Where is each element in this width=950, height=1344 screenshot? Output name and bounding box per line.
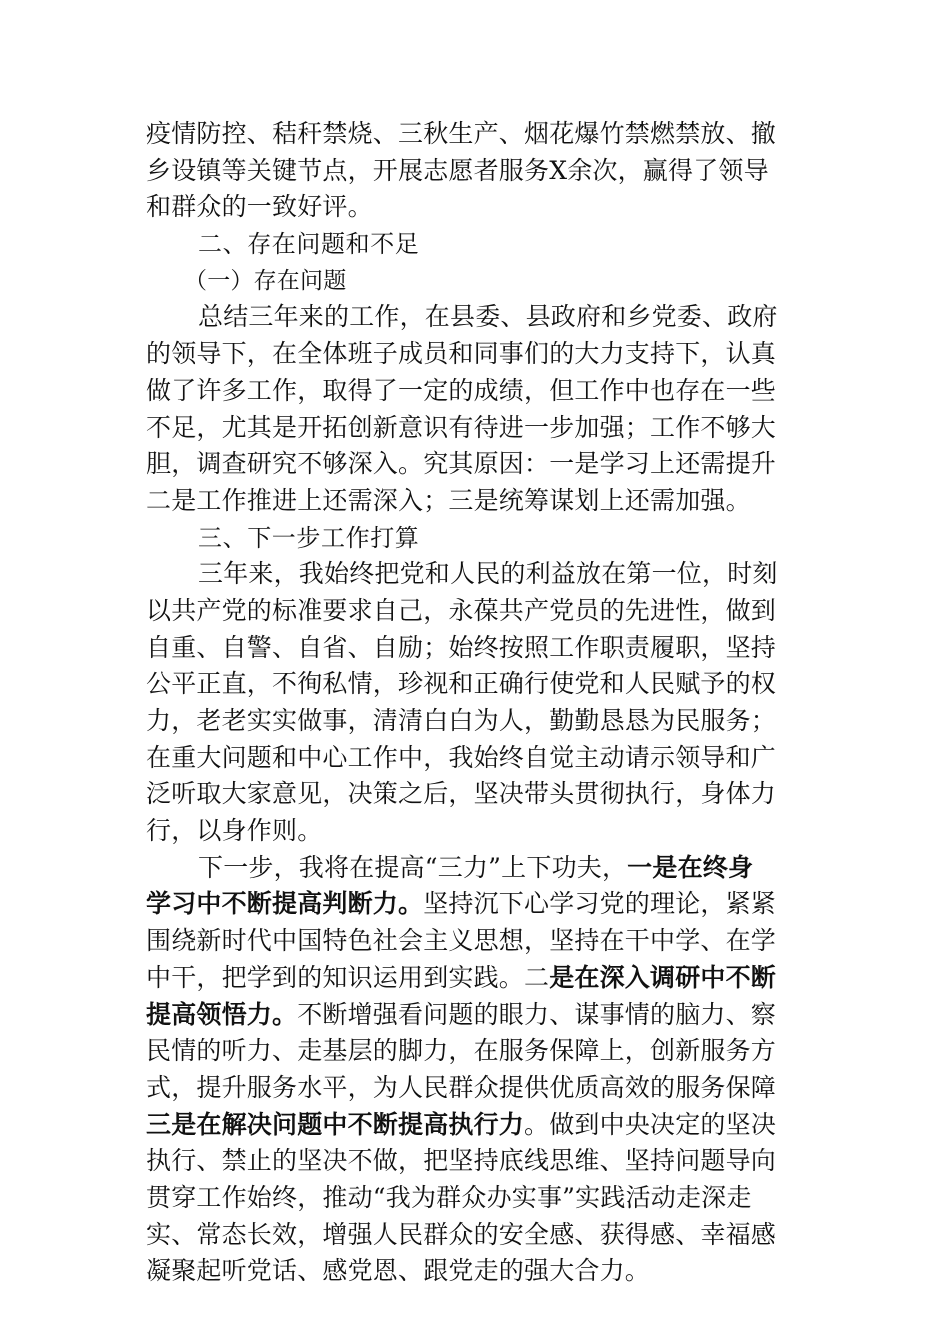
paragraph-line — [146, 960, 806, 997]
plain-text: 坚持沉下心学习党的理论，紧紧 — [423, 889, 777, 919]
paragraph-line: 的领导下，在全体班子成员和同事们的大力支持下，认真 — [146, 339, 777, 369]
paragraph-line: 不足，尤其是开拓创新意识有待进一步加强；工作不够大 — [146, 412, 777, 442]
paragraph-line: 胆，调查研究不够深入。究其原因：一是学习上还需提升 — [146, 449, 777, 479]
paragraph-line: 民情的听力、走基层的脚力，在服务保障上，创新服务方 — [146, 1036, 777, 1066]
paragraph-line: 乡设镇等关键节点，开展志愿者服务X余次，赢得了领导 — [146, 155, 769, 185]
paragraph-line: 泛听取大家意见，决策之后，坚决带头贯彻执行，身体力 — [146, 779, 777, 809]
plain-text: 中干，把学到的知识运用到实践。二 — [146, 962, 550, 992]
bold-text: 三是在解决问题中不断提高执行力 — [146, 1109, 525, 1139]
paragraph-line: 自重、自警、自省、自励；始终按照工作职责履职，坚持 — [146, 632, 777, 662]
paragraph-line — [146, 850, 806, 887]
paragraph-line: 实、常态长效，增强人民群众的安全感、获得感、幸福感 — [146, 1219, 777, 1249]
bold-text: 是在深入调研中不断 — [549, 962, 777, 992]
paragraph-line — [146, 1107, 806, 1144]
section-heading-2: 二、存在问题和不足 — [198, 230, 420, 259]
bold-text: 提高领悟力。 — [146, 999, 298, 1029]
paragraph-line: 疫情防控、秸秆禁烧、三秋生产、烟花爆竹禁燃禁放、撤 — [146, 119, 777, 148]
paragraph-line: 和群众的一致好评。 — [146, 192, 373, 222]
paragraph-line: 行，以身作则。 — [146, 816, 323, 846]
paragraph-line: 贯穿工作始终，推动“我为群众办实事”实践活动走深走 — [146, 1182, 752, 1212]
paragraph-line: 力，老老实实做事，清清白白为人，勤勤恳恳为民服务； — [146, 706, 777, 735]
paragraph-line: 在重大问题和中心工作中，我始终自觉主动请示领导和广 — [146, 742, 777, 772]
plain-text: 不断增强看问题的眼力、谋事情的脑力、察 — [297, 999, 777, 1029]
paragraph-line: 以共产党的标准要求自己，永葆共产党员的先进性，做到 — [146, 595, 777, 625]
section-heading-3: 三、下一步工作打算 — [198, 523, 420, 552]
document-page — [146, 116, 806, 1290]
paragraph-line: 做了许多工作，取得了一定的成绩，但工作中也存在一些 — [146, 375, 777, 405]
paragraph-line — [146, 886, 806, 923]
paragraph-line: 公平正直，不徇私情，珍视和正确行使党和人民赋予的权 — [146, 669, 777, 699]
subsection-heading-1: （一）存在问题 — [184, 267, 347, 294]
paragraph-line — [146, 997, 806, 1034]
bold-text: 一是在终身 — [627, 852, 754, 882]
paragraph-line: 执行、禁止的坚决不做，把坚持底线思维、坚持问题导向 — [146, 1146, 777, 1176]
paragraph-line: 二是工作推进上还需深入；三是统筹谋划上还需加强。 — [146, 485, 751, 515]
paragraph-line: 总结三年来的工作，在县委、县政府和乡党委、政府 — [198, 302, 778, 332]
plain-text: 。做到中央决定的坚决 — [524, 1109, 777, 1139]
plain-text: 下一步，我将在提高“三力”上下功夫， — [198, 852, 628, 882]
paragraph-line: 三年来，我始终把党和人民的利益放在第一位，时刻 — [198, 559, 778, 589]
bold-text: 学习中不断提高判断力。 — [146, 889, 424, 919]
paragraph-line: 凝聚起听党话、感党恩、跟党走的强大合力。 — [146, 1256, 651, 1286]
paragraph-line: 式，提升服务水平，为人民群众提供优质高效的服务保障 — [146, 1072, 777, 1102]
paragraph-line: 围绕新时代中国特色社会主义思想，坚持在干中学、在学 — [146, 926, 777, 956]
